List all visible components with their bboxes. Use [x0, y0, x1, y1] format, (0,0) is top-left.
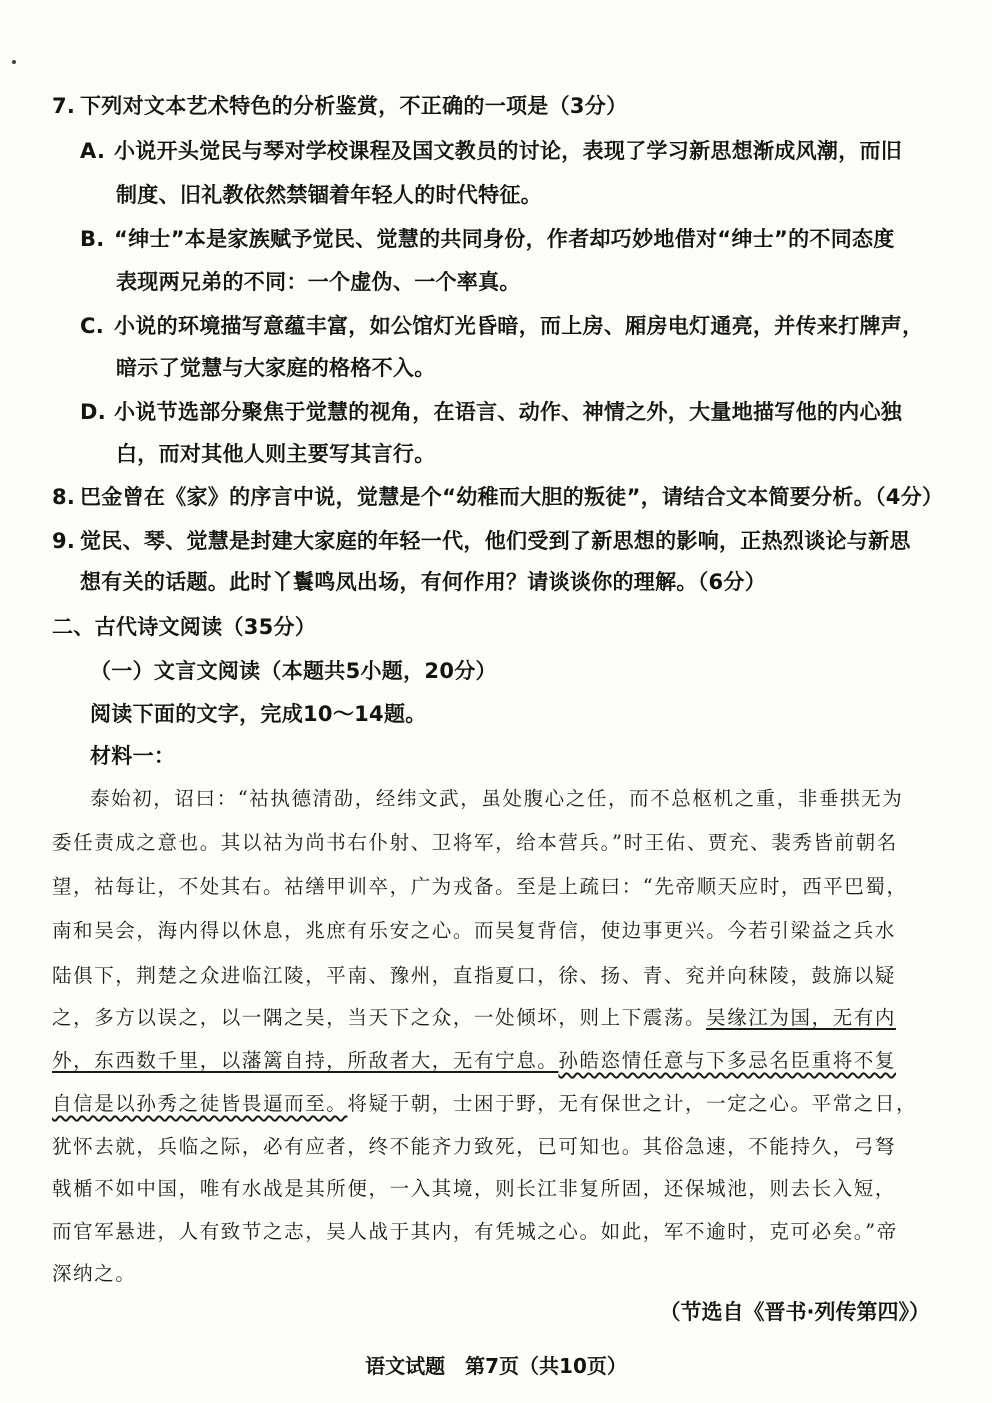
option-c-continued: 暗示了觉慧与大家庭的格格不入。 [116, 356, 436, 380]
passage-line [52, 1047, 896, 1075]
wavy-underlined-sentence: 孙皓恣情任意与下多忌名臣重将不复 [558, 1049, 897, 1072]
option-d-continued: 白，而对其他人则主要写其言行。 [116, 442, 436, 466]
passage-line: 委任责成之意也。其以祜为尚书右仆射、卫将军，给本营兵。”时王佑、贾充、裴秀皆前朝名 [52, 831, 898, 854]
question-number: 9. [52, 529, 76, 553]
option-letter: B. [80, 227, 105, 251]
option-b-continued: 表现两兄弟的不同：一个虚伪、一个率真。 [116, 270, 521, 294]
option-text: 小说开头觉民与琴对学校课程及国文教员的讨论，表现了学习新思想渐成风潮，而旧 [114, 139, 903, 163]
passage-line: 而官军悬进，人有致节之志，吴人战于其内，有凭城之心。如此，军不逾时，克可必矣。”帝 [52, 1220, 898, 1243]
option-text: 小说节选部分聚焦于觉慧的视角，在语言、动作、神情之外，大量地描写他的内心独 [114, 400, 903, 424]
option-letter: C. [80, 314, 104, 338]
section-title: 二、古代诗文阅读（35分） [52, 615, 317, 639]
passage-line [52, 1090, 917, 1118]
option-letter: A. [80, 139, 106, 163]
option-b [80, 225, 895, 253]
question-9 [52, 527, 911, 555]
scan-speck [12, 60, 16, 64]
wavy-underlined-sentence: 自信是以孙秀之徒皆畏逼而至。 [52, 1092, 348, 1115]
underlined-sentence: 外，东西数千里，以藩篱自持，所敌者大，无有宁息。 [52, 1049, 559, 1072]
page-footer: 语文试题 第7页（共10页） [365, 1354, 627, 1378]
source-citation: （节选自《晋书·列传第四》） [659, 1300, 930, 1324]
question-number: 7. [52, 94, 76, 118]
option-a [80, 137, 902, 165]
passage-text: 将疑于朝，士困于野，无有保世之计，一定之心。平常之日， [347, 1092, 918, 1115]
passage-line: 望，祜每让，不处其右。祜缮甲训卒，广为戎备。至是上疏曰：“先帝顺天应时，西平巴蜀， [52, 875, 908, 898]
reading-instruction: 阅读下面的文字，完成10～14题。 [90, 702, 427, 726]
passage-line: 泰始初，诏曰：“祜执德清劭，经纬文武，虽处腹心之任，而不总枢机之重，非垂拱无为 [90, 787, 904, 810]
option-text: 小说的环境描写意蕴丰富，如公馆灯光昏暗，而上房、厢房电灯通亮，并传来打牌声， [114, 314, 924, 338]
question-9-continued: 想有关的话题。此时丫鬟鸣凤出场，有何作用？请谈谈你的理解。（6分） [80, 570, 767, 594]
question-text: 觉民、琴、觉慧是封建大家庭的年轻一代，他们受到了新思想的影响，正热烈谈论与新思 [80, 529, 911, 553]
passage-text: 之，多方以误之，以一隅之吴，当天下之众，一处倾坏，则上下震荡。 [52, 1006, 707, 1029]
underlined-sentence: 吴缘江为国，无有内 [706, 1006, 897, 1029]
passage-line: 南和吴会，海内得以休息，兆庶有乐安之心。而吴复背信，使边事更兴。今若引梁益之兵水 [52, 919, 897, 942]
question-text: 巴金曾在《家》的序言中说，觉慧是个“幼稚而大胆的叛徒”，请结合文本简要分析。（4分） [80, 485, 944, 509]
option-text: “绅士”本是家族赋予觉民、觉慧的共同身份，作者却巧妙地借对“绅士”的不同态度 [114, 227, 895, 251]
question-8 [52, 483, 943, 511]
question-7 [52, 92, 627, 120]
passage-line: 深纳之。 [52, 1262, 137, 1285]
passage-line: 戟楯不如中国，唯有水战是其所便，一入其境，则长江非复所固，还保城池，则去长入短， [52, 1177, 897, 1200]
material-label: 材料一： [90, 744, 176, 768]
passage-line: 陆俱下，荆楚之众进临江陵，平南、豫州，直指夏口，徐、扬、青、兖并向秣陵，鼓旆以疑 [52, 964, 897, 987]
subsection-title: （一）文言文阅读（本题共5小题，20分） [90, 659, 497, 683]
option-letter: D. [80, 400, 107, 424]
option-c [80, 312, 923, 340]
question-stem: 下列对文本艺术特色的分析鉴赏，不正确的一项是（3分） [80, 94, 628, 118]
option-d [80, 398, 902, 426]
passage-line [52, 1004, 896, 1032]
question-number: 8. [52, 485, 76, 509]
passage-line: 犹怀去就，兵临之际，必有应者，终不能齐力致死，已可知也。其俗急速，不能持久，弓弩 [52, 1135, 897, 1158]
option-a-continued: 制度、旧礼教依然禁锢着年轻人的时代特征。 [116, 183, 542, 207]
